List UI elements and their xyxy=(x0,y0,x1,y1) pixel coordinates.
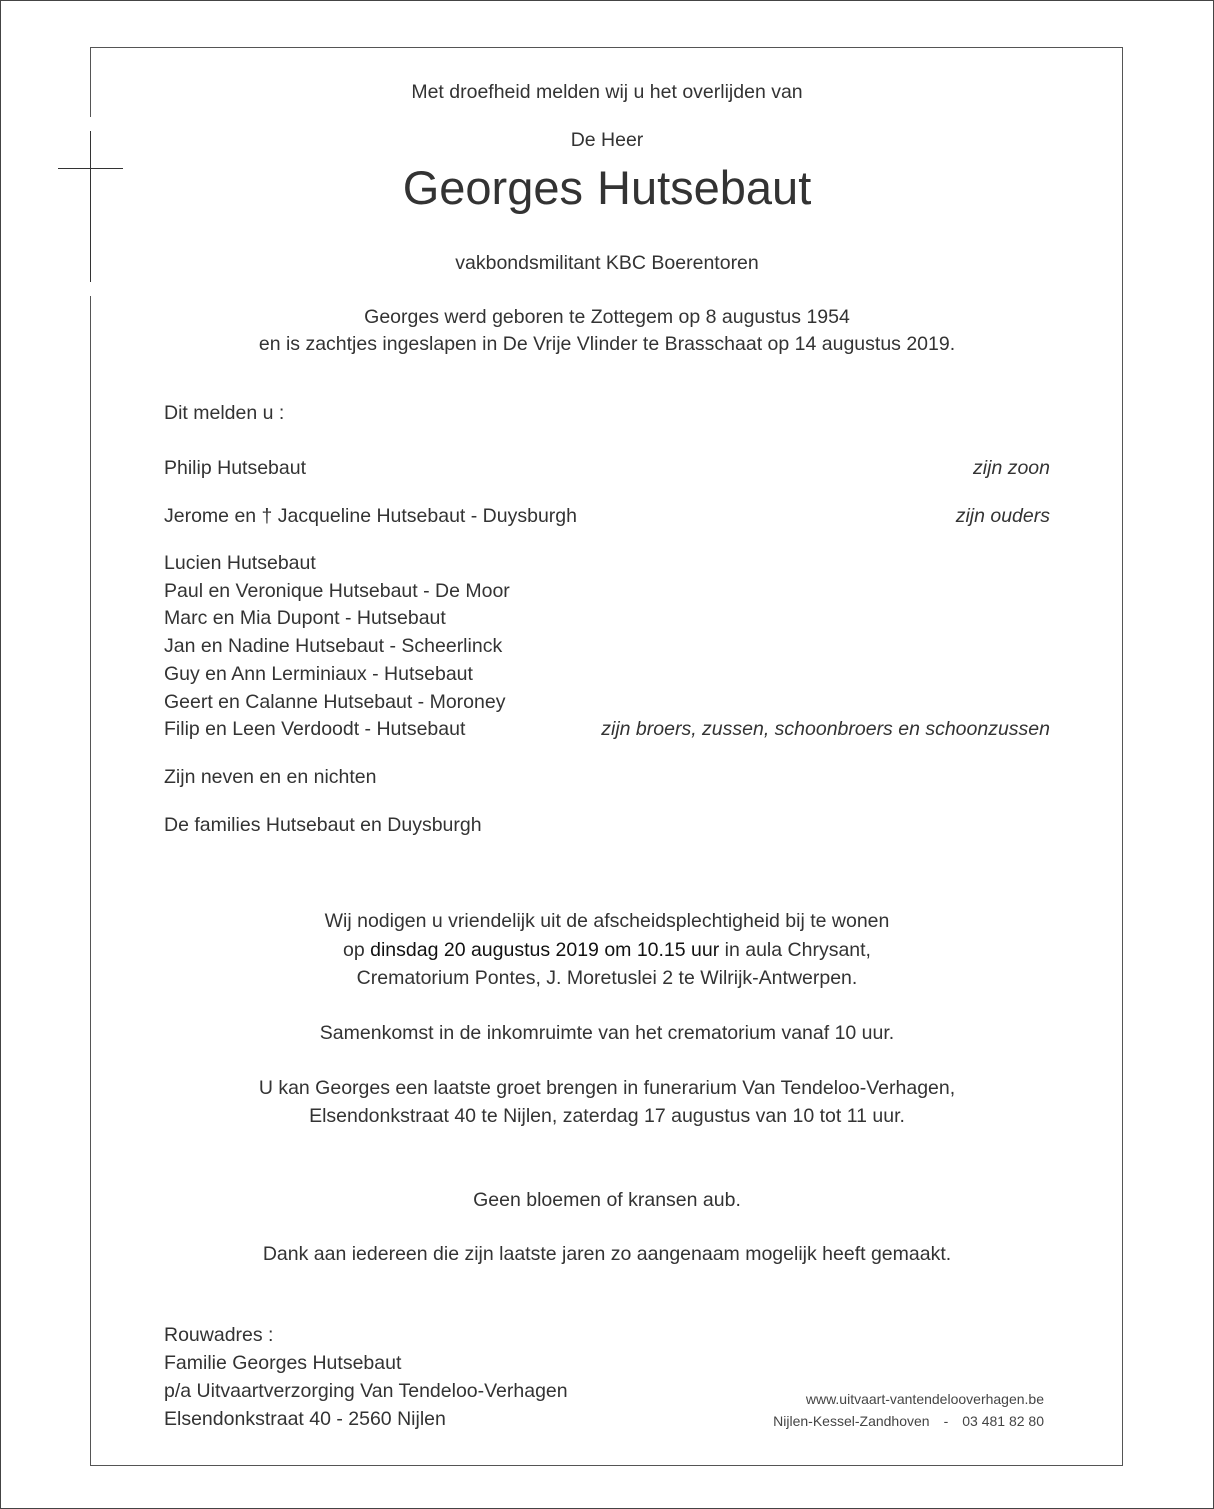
occupation: vakbondsmilitant KBC Boerentoren xyxy=(455,252,759,274)
visit-line-1: U kan Georges een laatste groet brengen in funerarium Van Tendeloo-Verhagen, xyxy=(258,1077,956,1099)
family-heading: Dit melden u : xyxy=(164,402,285,424)
invite-line-3: Crematorium Pontes, J. Moretuslei 2 te Wilrijk-Antwerpen. xyxy=(356,967,858,989)
address-label: Rouwadres : xyxy=(164,1324,274,1346)
cross-gap-bottom xyxy=(89,282,92,296)
sibling-item: Guy en Ann Lerminiaux - Hutsebaut xyxy=(164,663,473,685)
first-name: Georges xyxy=(402,161,583,214)
parents-name: Jerome en † Jacqueline Hutsebaut - Duysburgh xyxy=(164,505,577,527)
contact-separator: - xyxy=(943,1413,949,1429)
siblings-relation: zijn broers, zussen, schoonbroers en schoonzussen xyxy=(601,718,1050,740)
funeral-home-website: www.uitvaart-vantendelooverhagen.be xyxy=(805,1391,1044,1407)
ceremony-date: dinsdag 20 augustus 2019 om 10.15 uur xyxy=(370,939,720,961)
visit-line-2: Elsendonkstraat 40 te Nijlen, zaterdag 17 augustus van 10 tot 11 uur. xyxy=(309,1105,905,1127)
intro-text: Met droefheid melden wij u het overlijden van xyxy=(411,81,803,103)
sibling-item: Paul en Veronique Hutsebaut - De Moor xyxy=(164,580,510,602)
sibling-item: Geert en Calanne Hutsebaut - Moroney xyxy=(164,691,506,713)
address-line-1: Familie Georges Hutsebaut xyxy=(164,1352,402,1374)
son-relation: zijn zoon xyxy=(973,457,1050,479)
sibling-item: Lucien Hutsebaut xyxy=(164,552,316,574)
deceased-name xyxy=(0,161,1214,214)
last-name: Hutsebaut xyxy=(597,161,812,214)
cross-gap-top xyxy=(89,117,92,131)
birth-line: Georges werd geboren te Zottegem op 8 augustus 1954 xyxy=(364,306,850,328)
gathering-line: Samenkomst in de inkomruimte van het crematorium vanaf 10 uur. xyxy=(319,1022,895,1044)
invite-prefix: op xyxy=(343,939,371,961)
invite-suffix: in aula Chrysant, xyxy=(719,939,871,961)
funeral-home-locations: Nijlen-Kessel-Zandhoven xyxy=(773,1413,930,1429)
funeral-home-contact xyxy=(773,1414,1044,1428)
invite-line-1: Wij nodigen u vriendelijk uit de afscheidsplechtigheid bij te wonen xyxy=(324,910,890,932)
parents-relation: zijn ouders xyxy=(955,505,1050,527)
honorific: De Heer xyxy=(570,129,644,151)
cousins-line: Zijn neven en en nichten xyxy=(164,766,377,788)
death-line: en is zachtjes ingeslapen in De Vrije Vlinder te Brasschaat op 14 augustus 2019. xyxy=(258,333,956,355)
sibling-item: Marc en Mia Dupont - Hutsebaut xyxy=(164,607,446,629)
address-line-2: p/a Uitvaartverzorging Van Tendeloo-Verhagen xyxy=(164,1380,568,1402)
no-flowers-line: Geen bloemen of kransen aub. xyxy=(473,1189,741,1211)
funeral-home-phone: 03 481 82 80 xyxy=(962,1413,1044,1429)
sibling-item: Jan en Nadine Hutsebaut - Scheerlinck xyxy=(164,635,503,657)
sibling-item: Filip en Leen Verdoodt - Hutsebaut xyxy=(164,718,466,740)
families-line: De families Hutsebaut en Duysburgh xyxy=(164,814,482,836)
address-line-3: Elsendonkstraat 40 - 2560 Nijlen xyxy=(164,1408,446,1430)
thanks-line: Dank aan iedereen die zijn laatste jaren zo aangenaam mogelijk heeft gemaakt. xyxy=(262,1243,952,1265)
son-name: Philip Hutsebaut xyxy=(164,457,307,479)
invite-line-2 xyxy=(0,941,1214,961)
